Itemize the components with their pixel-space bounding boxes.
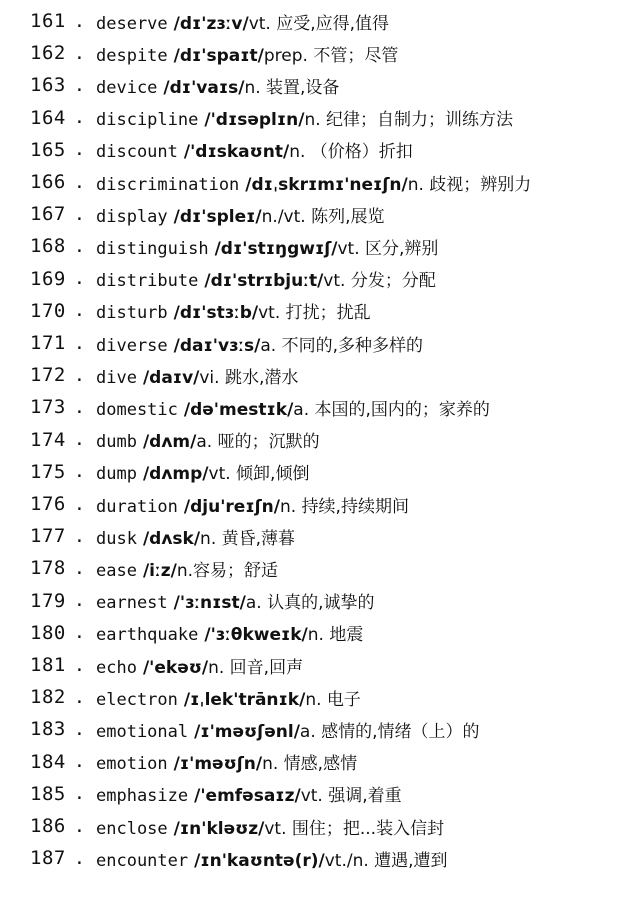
entry-definition: vt./n. 遭遇,遭到	[324, 850, 448, 871]
entry-body	[96, 846, 448, 871]
entry-phonetic: /dɪ'stɜːb/	[173, 303, 259, 324]
entry-word: discount	[96, 142, 178, 163]
entry-word: dusk	[96, 528, 137, 549]
entry-number: 168	[30, 235, 66, 258]
entry-phonetic: /'dɪskaʊnt/	[183, 142, 290, 163]
entry-number: 163	[30, 74, 66, 97]
entry-body	[96, 459, 309, 484]
entry-phonetic: /'dɪsəplɪn/	[204, 110, 305, 131]
vocab-entry	[0, 456, 640, 488]
entry-number: 179	[30, 589, 66, 612]
vocab-entry	[0, 424, 640, 456]
entry-phonetic: /'ɜːnɪst/	[173, 593, 246, 614]
vocab-entry	[0, 520, 640, 552]
entry-definition: n. 电子	[305, 689, 361, 710]
vocab-entry	[0, 552, 640, 584]
entry-separator: .	[74, 300, 85, 322]
entry-phonetic: /dɪˌskrɪmɪ'neɪʃn/	[245, 174, 408, 195]
entry-definition: vi. 跳水,潜水	[199, 367, 299, 388]
entry-body	[96, 331, 423, 356]
entry-phonetic: /dɪ'spaɪt/	[173, 45, 264, 66]
entry-phonetic: /dɪ'strɪbjuːt/	[204, 271, 324, 292]
entry-definition: a. 认真的,诚挚的	[245, 593, 375, 614]
entry-phonetic: /ɪ'məʊʃənl/	[194, 721, 300, 742]
entry-word: earnest	[96, 593, 168, 614]
vocab-entry	[0, 649, 640, 681]
vocab-entry	[0, 102, 640, 134]
entry-phonetic: /iːz/	[142, 560, 177, 581]
entry-definition: n.容易；舒适	[176, 560, 279, 581]
entry-separator: .	[74, 396, 85, 418]
entry-separator: .	[74, 203, 85, 225]
entry-word: display	[96, 206, 168, 227]
entry-definition: n. 歧视；辨别力	[407, 174, 532, 195]
entry-phonetic: /'ekəʊ/	[142, 657, 209, 678]
entry-definition: n. 持续,持续期间	[279, 496, 409, 517]
entry-definition: vt. 分发；分配	[323, 271, 436, 292]
entry-definition: a. 哑的；沉默的	[196, 432, 320, 453]
entry-number: 181	[30, 654, 66, 676]
entry-body	[96, 427, 320, 452]
vocab-entry	[0, 746, 640, 778]
entry-word: domestic	[96, 399, 178, 420]
entry-word: electron	[96, 689, 178, 710]
entry-number: 161	[30, 10, 66, 32]
entry-separator: .	[74, 429, 85, 451]
vocab-entry	[0, 134, 640, 166]
entry-separator: .	[74, 557, 85, 579]
entry-separator: .	[74, 268, 85, 290]
entry-phonetic: /daɪv/	[142, 367, 200, 388]
entry-definition: n. 情感,感情	[262, 754, 358, 775]
entry-separator: .	[74, 10, 85, 32]
entry-number: 183	[30, 718, 66, 741]
entry-number: 171	[30, 332, 66, 354]
entry-body	[96, 170, 531, 195]
entry-word: distribute	[96, 271, 199, 292]
entry-definition: a. 不同的,多种多样的	[260, 335, 424, 356]
entry-definition: vt. 倾卸,倾倒	[208, 464, 310, 485]
entry-word: despite	[96, 45, 168, 66]
entry-definition: vt. 打扰；扰乱	[258, 303, 371, 324]
entry-definition: n. （价格）折扣	[289, 142, 413, 163]
vocab-entry	[0, 5, 640, 37]
entry-separator: .	[74, 622, 85, 644]
entry-number: 178	[30, 557, 66, 580]
vocab-entry	[0, 359, 640, 391]
entry-body	[96, 749, 357, 774]
vocab-entry	[0, 295, 640, 327]
entry-word: ease	[96, 560, 137, 581]
entry-definition: n./vt. 陈列,展览	[261, 206, 385, 227]
entry-separator: .	[74, 815, 85, 837]
entry-separator: .	[74, 718, 85, 740]
entry-number: 166	[30, 171, 66, 193]
entry-word: emotion	[96, 754, 168, 775]
entry-word: duration	[96, 496, 178, 517]
entry-number: 175	[30, 460, 66, 483]
entry-number: 162	[30, 42, 66, 65]
entry-phonetic: /ɪn'kləʊz/	[173, 818, 265, 839]
entry-word: device	[96, 77, 158, 98]
entry-number: 180	[30, 621, 66, 644]
entry-separator: .	[74, 590, 85, 612]
entry-body	[96, 266, 436, 291]
entry-phonetic: /dɪ'zɜːv/	[173, 13, 249, 34]
entry-number: 177	[30, 525, 66, 548]
entry-separator: .	[74, 654, 85, 676]
entry-body	[96, 588, 375, 613]
entry-number: 185	[30, 782, 66, 805]
entry-number: 186	[30, 815, 66, 837]
entry-separator: .	[74, 783, 85, 805]
vocab-entry	[0, 166, 640, 198]
entry-phonetic: /dju'reɪʃn/	[183, 496, 280, 517]
vocab-entry	[0, 778, 640, 810]
entry-separator: .	[74, 751, 85, 773]
entry-separator: .	[74, 42, 85, 64]
entry-body	[96, 492, 409, 517]
entry-phonetic: /ɪˌlek'trānɪk/	[183, 689, 306, 710]
entry-number: 167	[30, 203, 66, 226]
entry-number: 164	[30, 106, 66, 129]
entry-phonetic: /dɪ'spleɪ/	[173, 206, 262, 227]
vocab-entry	[0, 263, 640, 295]
entry-word: emphasize	[96, 786, 189, 807]
entry-phonetic: /'ɜːθkweɪk/	[204, 625, 308, 646]
entry-number: 174	[30, 428, 66, 451]
vocab-entry	[0, 488, 640, 520]
entry-number: 176	[30, 493, 66, 515]
entry-number: 173	[30, 396, 66, 419]
entry-separator: .	[74, 525, 85, 547]
entry-word: encounter	[96, 850, 189, 871]
entry-word: discrimination	[96, 174, 240, 195]
entry-word: dumb	[96, 432, 137, 453]
vocab-entry	[0, 842, 640, 874]
entry-definition: n. 纪律；自制力；训练方法	[304, 110, 514, 131]
entry-definition: n. 地震	[307, 625, 364, 646]
entry-number: 182	[30, 686, 66, 709]
entry-body	[96, 685, 361, 710]
vocab-entry	[0, 585, 640, 617]
entry-phonetic: /daɪ'vɜːs/	[173, 335, 261, 356]
entry-body	[96, 717, 480, 742]
entry-body	[96, 524, 295, 549]
entry-number: 184	[30, 750, 66, 773]
entry-definition: a. 感情的,情绪（上）的	[299, 721, 480, 742]
entry-definition: a. 本国的,国内的；家养的	[293, 399, 490, 420]
entry-number: 172	[30, 364, 66, 387]
entry-phonetic: /dʌsk/	[142, 528, 201, 549]
entry-word: deserve	[96, 13, 168, 34]
entry-word: disturb	[96, 303, 168, 324]
vocab-entry	[0, 198, 640, 230]
vocab-entry	[0, 230, 640, 262]
entry-separator: .	[74, 139, 85, 161]
entry-separator: .	[74, 461, 85, 483]
entry-word: dump	[96, 464, 137, 485]
entry-number: 187	[30, 847, 66, 870]
entry-separator: .	[74, 493, 85, 515]
entry-definition: vt. 围住；把...装入信封	[264, 818, 445, 839]
entry-body	[96, 620, 363, 645]
vocab-entry	[0, 810, 640, 842]
entry-word: distinguish	[96, 238, 209, 259]
entry-phonetic: /ɪn'kaʊntə(r)/	[194, 850, 325, 871]
entry-separator: .	[74, 171, 85, 193]
entry-word: echo	[96, 657, 137, 678]
vocab-entry	[0, 327, 640, 359]
entry-separator: .	[74, 332, 85, 354]
entry-separator: .	[74, 364, 85, 386]
entry-body	[96, 363, 298, 388]
entry-phonetic: /də'mestɪk/	[183, 399, 294, 420]
entry-body	[96, 234, 438, 259]
entry-definition: n. 回音,回声	[208, 657, 304, 678]
entry-definition: n. 黄昏,薄暮	[200, 528, 296, 549]
entry-body	[96, 41, 398, 66]
entry-body	[96, 653, 303, 678]
entry-phonetic: /'emfəsaɪz/	[194, 786, 301, 807]
entry-body	[96, 781, 402, 806]
entry-word: diverse	[96, 335, 168, 356]
entry-phonetic: /dɪ'stɪŋgwɪʃ/	[214, 238, 338, 259]
entry-body	[96, 9, 389, 34]
entry-phonetic: /dʌm/	[142, 432, 197, 453]
entry-phonetic: /ɪ'məʊʃn/	[173, 754, 263, 775]
entry-body	[96, 814, 444, 839]
entry-body	[96, 105, 513, 130]
entry-word: earthquake	[96, 625, 199, 646]
vocab-entry	[0, 617, 640, 649]
entry-body	[96, 73, 339, 98]
entry-separator: .	[74, 107, 85, 129]
entry-number: 165	[30, 138, 66, 161]
entry-separator: .	[74, 686, 85, 708]
entry-body	[96, 556, 278, 581]
entry-word: emotional	[96, 721, 189, 742]
entry-body	[96, 202, 384, 227]
entry-definition: n. 装置,设备	[244, 77, 340, 98]
entry-word: enclose	[96, 818, 168, 839]
entry-number: 169	[30, 267, 66, 290]
entry-phonetic: /dʌmp/	[142, 464, 209, 485]
entry-separator: .	[74, 847, 85, 869]
entry-number: 170	[30, 299, 66, 322]
vocab-entry	[0, 37, 640, 69]
entry-definition: vt. 区分,辨别	[337, 238, 439, 259]
entry-word: discipline	[96, 110, 199, 131]
vocab-entry	[0, 681, 640, 713]
entry-body	[96, 395, 490, 420]
entry-word: dive	[96, 367, 137, 388]
entry-definition: vt. 应受,应得,值得	[248, 13, 390, 34]
entry-definition: vt. 强调,着重	[300, 786, 402, 807]
vocab-entry	[0, 69, 640, 101]
entry-definition: prep. 不管；尽管	[263, 45, 399, 66]
entry-body	[96, 298, 371, 323]
entry-separator: .	[74, 74, 85, 96]
entry-body	[96, 137, 413, 162]
vocab-entry	[0, 391, 640, 423]
vocab-entry	[0, 713, 640, 745]
entry-phonetic: /dɪ'vaɪs/	[163, 77, 245, 98]
entry-separator: .	[74, 235, 85, 257]
